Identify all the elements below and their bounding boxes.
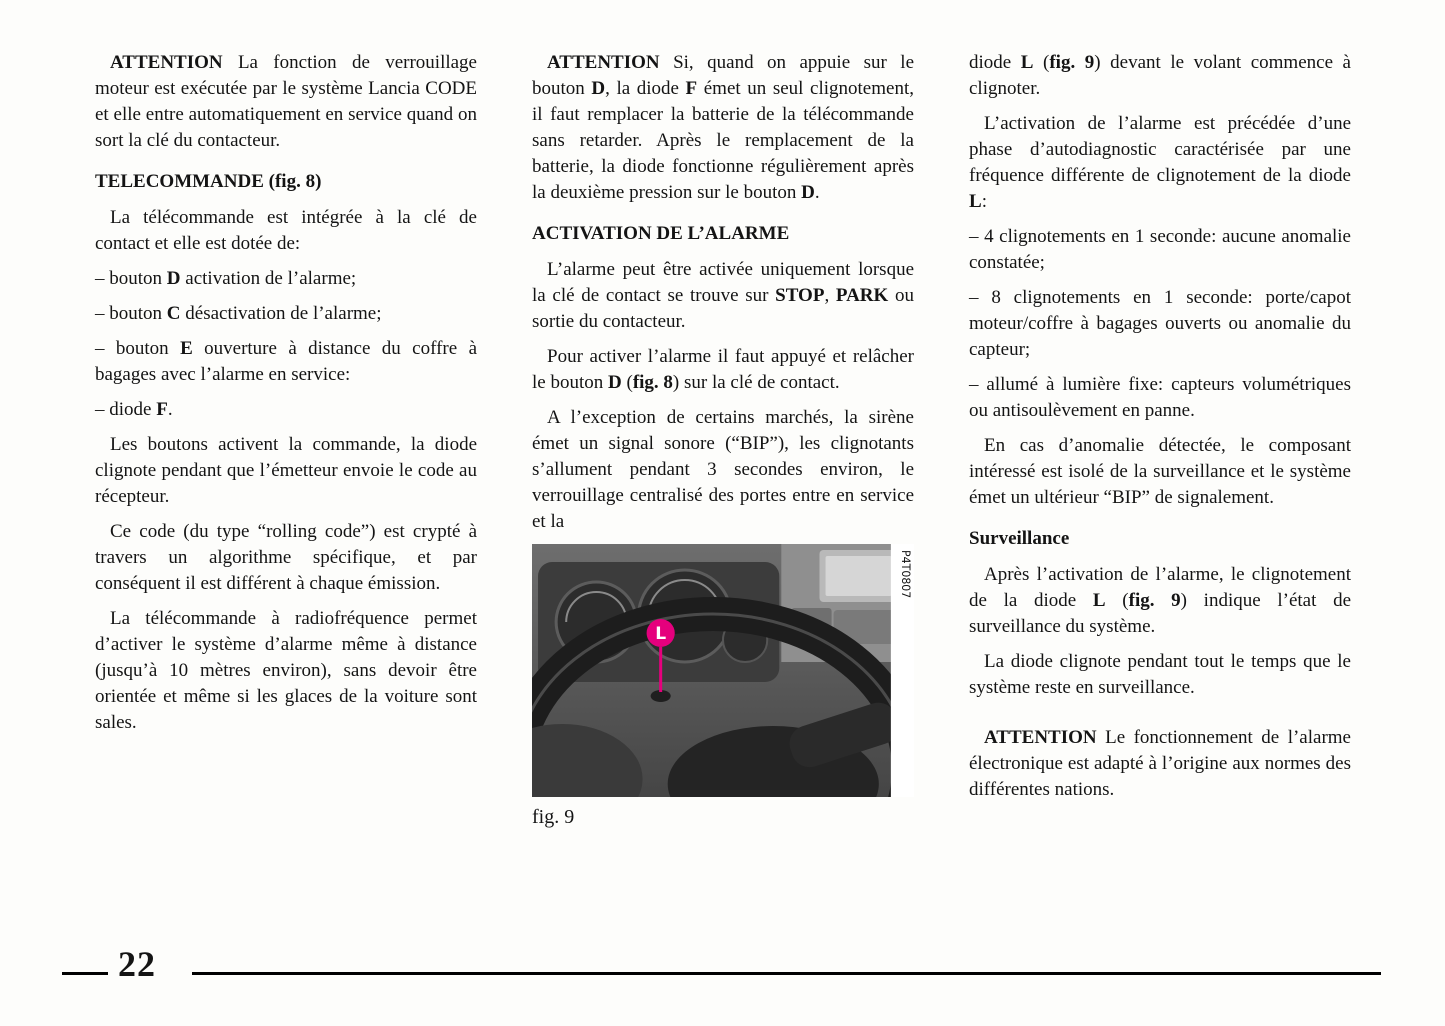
list-item: – allumé à lumière fixe: capteurs volumétriques ou antisoulèvement en panne. bbox=[969, 374, 1351, 421]
nav-screen bbox=[826, 556, 892, 596]
list-item: – diode F. bbox=[95, 399, 173, 420]
paragraph: En cas d’anomalie détectée, le composant intéressé est isolé de la surveillance et le système émet un ultérieur “BIP” de signalement. bbox=[969, 435, 1351, 508]
column-1 bbox=[95, 50, 477, 829]
steering-wheel-photo bbox=[532, 544, 914, 797]
dashboard-illustration bbox=[532, 544, 914, 797]
paragraph: La télécommande à radiofréquence permet d’activer le système d’alarme même à distance (jusqu’à 10 mètres environ), sans devoir être orientée et même si les glaces de la voiture sont sales. bbox=[95, 608, 477, 733]
paragraph: ATTENTION La fonction de verrouillage moteur est exécutée par le système Lancia CODE et elle entre automatiquement en service quand on sort la clé du contacteur. bbox=[95, 52, 477, 151]
paragraph: diode L (fig. 9) devant le volant commence à clignoter. bbox=[969, 52, 1351, 99]
footer-rule-left bbox=[62, 972, 108, 975]
list-item: – 8 clignotements en 1 seconde: porte/capot moteur/coffre à bagages ouverts ou anomalie du capteur; bbox=[969, 287, 1351, 360]
paragraph: Après l’activation de l’alarme, le clignotement de la diode L (fig. 9) indique l’état de surveillance du système. bbox=[969, 564, 1352, 637]
paragraph: La télécommande est intégrée à la clé de contact et elle est dotée de: bbox=[95, 207, 477, 254]
footer-rule-right bbox=[192, 972, 1381, 975]
column-3 bbox=[969, 50, 1351, 829]
list-item: – bouton C désactivation de l’alarme; bbox=[95, 303, 382, 324]
page-footer bbox=[62, 946, 1381, 982]
list-item: – 4 clignotements en 1 seconde: aucune anomalie constatée; bbox=[969, 226, 1351, 273]
list-item: – bouton D activation de l’alarme; bbox=[95, 268, 357, 289]
paragraph: L’alarme peut être activée uniquement lorsque la clé de contact se trouve sur STOP, PARK ou sortie du contacteur. bbox=[532, 259, 915, 332]
paragraph: L’activation de l’alarme est précédée d’une phase d’autodiagnostic caractérisée par une fréquence différente de clignotement de la diode L: bbox=[969, 113, 1351, 212]
section-heading: ACTIVATION DE L’ALARME bbox=[532, 223, 790, 244]
column-2 bbox=[532, 50, 914, 829]
paragraph: Pour activer l’alarme il faut appuyé et relâcher le bouton D (fig. 8) sur la clé de contact. bbox=[532, 346, 914, 393]
section-heading: Surveillance bbox=[969, 528, 1070, 549]
paragraph: ATTENTION Si, quand on appuie sur le bouton D, la diode F émet un seul clignotement, il faut remplacer la batterie de la télécommande sans retarder. Après le remplacement de la batterie, la diode fonctionne régulièrement après la deuxième pression sur le bouton D. bbox=[532, 52, 914, 203]
figure-caption: fig. 9 bbox=[532, 806, 575, 828]
paragraph: A l’exception de certains marchés, la sirène émet un signal sonore (“BIP”), les clignotants s’allument pendant 3 secondes environ, le verrouillage centralisé des portes entre en service et la bbox=[532, 407, 914, 532]
paragraph: La diode clignote pendant tout le temps que le système reste en surveillance. bbox=[969, 651, 1351, 698]
paragraph: Les boutons activent la commande, la diode clignote pendant que l’émetteur envoie le code au récepteur. bbox=[95, 434, 477, 507]
figure-9 bbox=[532, 544, 914, 829]
paragraph: ATTENTION Le fonctionnement de l’alarme électronique est adapté à l’origine aux normes des différentes nations. bbox=[969, 727, 1351, 800]
section-heading: TELECOMMANDE (fig. 8) bbox=[95, 171, 322, 192]
paragraph: Ce code (du type “rolling code”) est crypté à travers un algorithme spécifique, et par conséquent il est différent à chaque émission. bbox=[95, 521, 477, 594]
page-number: 22 bbox=[118, 944, 156, 984]
photo-code: P4T0807 bbox=[898, 550, 912, 599]
diode-marker-letter: L bbox=[655, 624, 667, 644]
list-item: – bouton E ouverture à distance du coffre à bagages avec l’alarme en service: bbox=[95, 338, 478, 385]
